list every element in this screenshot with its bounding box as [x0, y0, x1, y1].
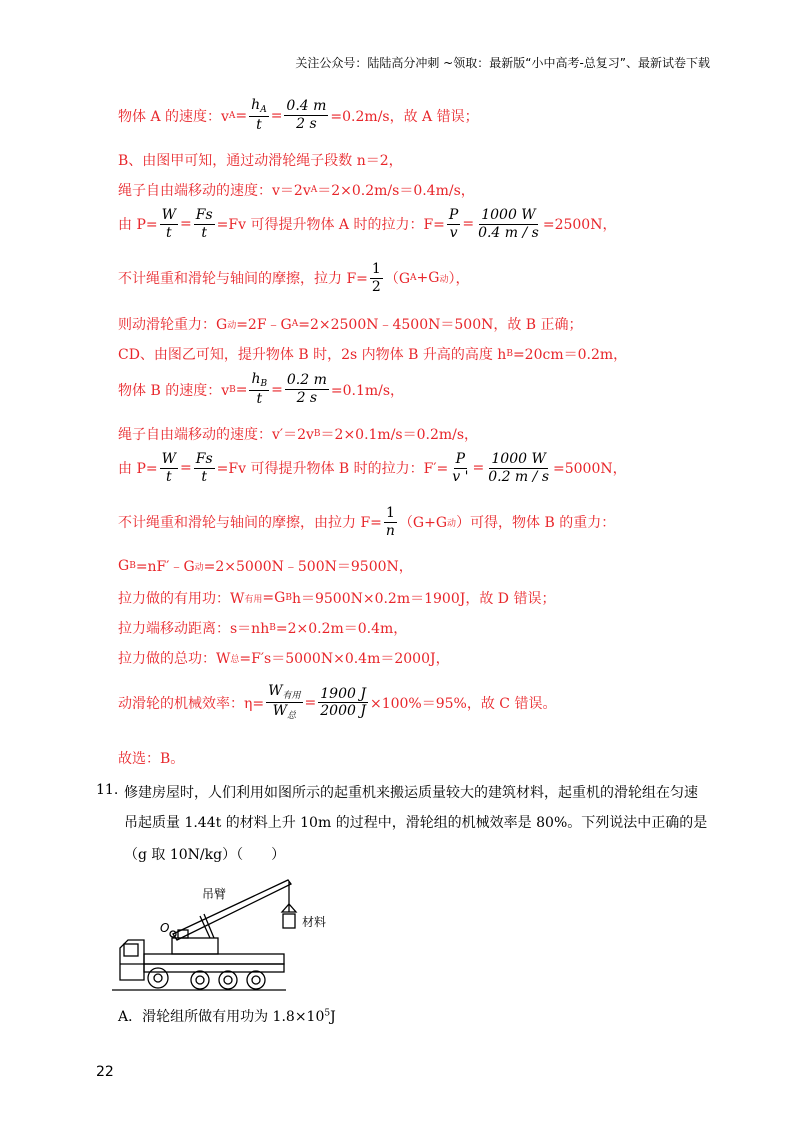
solution-line-10: 由 P= $\frac{W}{t}$ = $\frac{Fs}{t}$ =Fv 可得提升物体 B 时的拉力：F′= $\frac{P}{v '}$ = $\frac{1000 W}{0.2 m / s}$ =5000N，: [118, 451, 627, 485]
fraction: $\frac{h_B}{t}$: [251, 371, 268, 408]
question-number: 11.: [96, 782, 119, 798]
wheel: [191, 971, 209, 989]
solution-line-8: 物体 B 的速度：v B = $\frac{h_B}{t}$ = $\frac{0.2 m}{2 s}$ =0.1m/s，: [118, 371, 405, 408]
fraction: $\frac{h_A}{t}$: [251, 97, 267, 134]
solution-line-3: 绳子自由端移动的速度：v＝2v A ＝2×0.2m/s＝0.4m/s，: [118, 183, 475, 199]
label-material: 材料: [302, 915, 327, 929]
solution-line-11: 不计绳重和滑轮与轴间的摩擦，由拉力 F= $\frac{1}{n}$ （G+G 动 ）可得，物体 B 的重力：: [118, 505, 616, 539]
solution-line-14: 拉力端移动距离：s＝nh B =2×0.2m＝0.4m，: [118, 621, 408, 637]
solution-line-2: B、由图甲可知，通过动滑轮绳子段数 n＝2，: [118, 153, 403, 169]
fraction: $\frac{0.2 m}{2 s}$: [286, 372, 327, 407]
fraction: $\frac{1000 W}{0.2 m / s}$: [488, 451, 550, 485]
solution-line-6: 则动滑轮重力：G 动 =2F﹣G A =2×2500N﹣4500N＝500N，故 B 正确；: [118, 317, 583, 333]
crane-turret: [172, 938, 218, 954]
solution-line-9: 绳子自由端移动的速度：v′＝2v B ＝2×0.1m/s＝0.2m/s，: [118, 427, 479, 443]
solution-line-15: 拉力做的总功：W 总 =F′s＝5000N×0.4m＝2000J，: [118, 651, 450, 667]
fraction: $\frac{1900 J}{2000 J}$: [320, 685, 366, 720]
wheel: [148, 968, 168, 988]
label-o: O: [160, 921, 170, 935]
fraction: $\frac{W_{有用}}{W_总}$: [268, 683, 301, 722]
label-arm: 吊臂: [202, 887, 227, 901]
fraction: $\frac{Fs}{t}$: [195, 207, 213, 241]
question-text-2: 吊起质量 1.44t 的材料上升 10m 的过程中，滑轮组的机械效率是 80%。下列说法中正确的是: [124, 815, 708, 831]
fraction: $\frac{1}{n}$: [385, 505, 395, 539]
page-header: 关注公众号：陆陆高分冲刺 ~领取：最新版“小中高考-总复习”、最新试卷下载: [295, 56, 710, 70]
fraction: $\frac{0.4 m}{2 s}$: [286, 98, 327, 133]
fraction: $\frac{P}{v}$: [448, 207, 459, 241]
question-text-3: （g 取 10N/kg）（ ）: [124, 847, 286, 863]
fraction: $\frac{1}{2}$: [371, 261, 381, 295]
solution-line-1: 物体 A 的速度：v A = $\frac{h_A}{t}$ = $\frac{0.4 m}{2 s}$ =0.2m/s，故 A 错误；: [118, 97, 479, 134]
truck-chassis: [144, 954, 284, 964]
fraction: $\frac{1000 W}{0.4 m / s}$: [478, 207, 539, 241]
solution-line-4: 由 P= $\frac{W}{t}$ = $\frac{Fs}{t}$ =Fv 可得提升物体 A 时的拉力：F= $\frac{P}{v}$ = $\frac{1000 W}{0.4 m / s}$ =2500N，: [118, 207, 617, 241]
wheel: [219, 971, 237, 989]
wheel: [247, 971, 265, 989]
solution-line-5: 不计绳重和滑轮与轴间的摩擦，拉力 F= $\frac{1}{2}$ （G A +G 动 ），: [118, 261, 470, 295]
cab-window: [124, 944, 138, 956]
solution-line-16: 动滑轮的机械效率：η= $\frac{W_{有用}}{W_总}$ = $\frac{1900 J}{2000 J}$ ×100%＝95%，故 C 错误。: [118, 683, 557, 722]
fraction: $\frac{Fs}{t}$: [195, 451, 213, 485]
fraction: $\frac{P}{v '}$: [452, 451, 469, 485]
solution-line-13: 拉力做的有用功：W 有用 =G B h＝9500N×0.2m＝1900J，故 D 错误；: [118, 590, 556, 607]
question-text-1: 修建房屋时，人们利用如图所示的起重机来搬运质量较大的建筑材料，起重机的滑轮组在匀速: [124, 785, 698, 801]
fraction: $\frac{W}{t}$: [161, 451, 176, 485]
fraction: $\frac{W}{t}$: [161, 207, 176, 241]
solution-line-17: 故选：B。: [118, 751, 185, 767]
material-box: [283, 914, 295, 928]
solution-line-7: CD、由图乙可知，提升物体 B 时，2s 内物体 B 升高的高度 h B =20cm＝0.2m，: [118, 347, 628, 363]
crane-figure: [110, 868, 350, 998]
solution-line-12: G B =nF′﹣G 动 =2×5000N﹣500N＝9500N，: [118, 558, 413, 575]
option-a: A．滑轮组所做有用功为 $1.8\times 10^5J$: [118, 1008, 336, 1025]
crane-boom: [173, 880, 291, 940]
page-number: 22: [96, 1064, 114, 1080]
